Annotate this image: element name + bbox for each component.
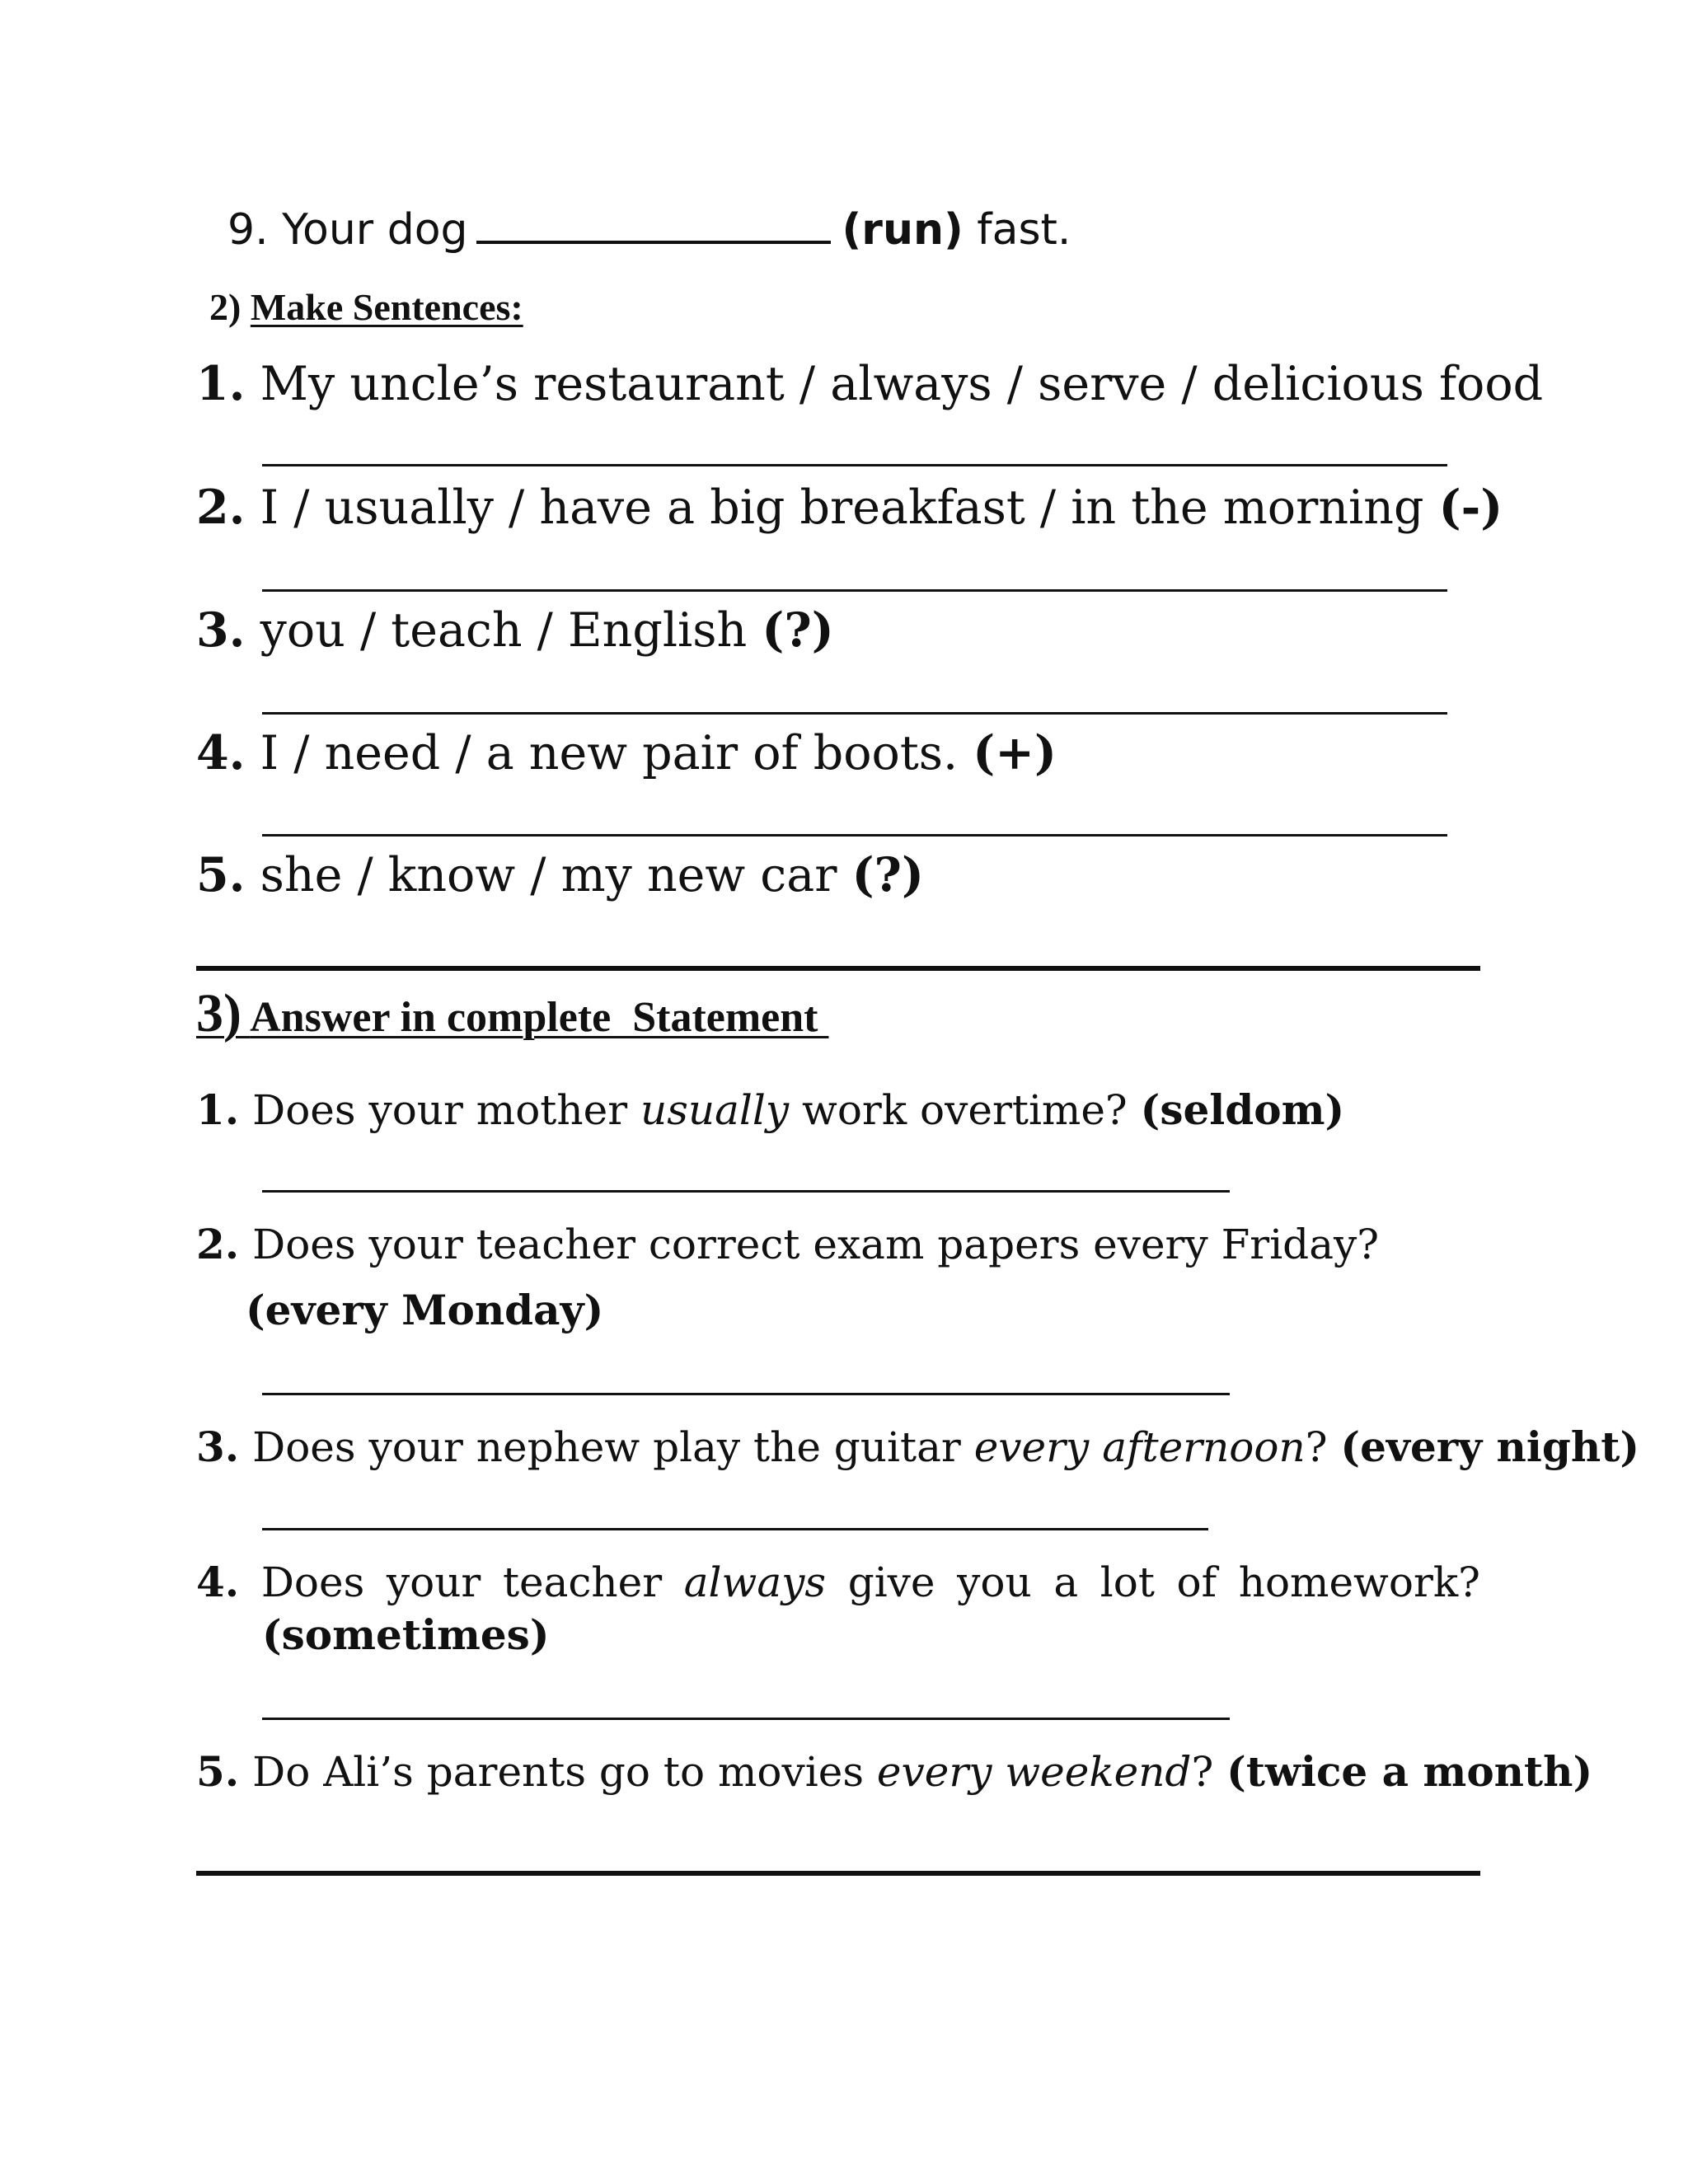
make-sentence-item-3 bbox=[196, 599, 834, 662]
answer-line[interactable] bbox=[262, 1528, 1208, 1530]
section-3-heading bbox=[196, 981, 828, 1061]
item-number: 4. bbox=[196, 1558, 240, 1606]
answer-line[interactable] bbox=[262, 1393, 1230, 1395]
item-number: 9. bbox=[227, 205, 269, 255]
question-text: Does your mother bbox=[252, 1086, 628, 1134]
question-word: give bbox=[847, 1558, 935, 1606]
question-word: homework? bbox=[1238, 1558, 1480, 1606]
answer-line[interactable] bbox=[196, 1871, 1480, 1876]
answer-line[interactable] bbox=[262, 464, 1447, 466]
answer-item-3 bbox=[196, 1419, 1639, 1475]
item-prompt: she / know / my new car bbox=[260, 848, 837, 902]
fill-in-item-9 bbox=[227, 201, 1071, 259]
answer-item-4 bbox=[196, 1554, 1480, 1610]
answer-line[interactable] bbox=[262, 1718, 1230, 1720]
item-number: 4. bbox=[196, 725, 246, 780]
question-word: you bbox=[957, 1558, 1032, 1606]
item-number: 1. bbox=[196, 1085, 240, 1134]
question-word: a bbox=[1053, 1558, 1079, 1606]
item-prompt: I / usually / have a big breakfast / in the morning bbox=[260, 480, 1424, 535]
item-text-after: fast. bbox=[977, 205, 1071, 255]
item-number: 5. bbox=[196, 847, 246, 902]
item-number: 2. bbox=[196, 1220, 240, 1268]
sentence-type-mark: (+) bbox=[973, 725, 1057, 780]
item-number: 3. bbox=[196, 602, 246, 658]
question-adverb: usually bbox=[640, 1086, 790, 1134]
question-text: Does your teacher correct exam papers every Friday? bbox=[252, 1221, 1380, 1268]
make-sentence-item-4 bbox=[196, 722, 1057, 785]
question-word: teacher bbox=[502, 1558, 663, 1606]
make-sentence-item-5 bbox=[196, 844, 924, 907]
question-text: Do Ali’s parents go to movies bbox=[252, 1748, 864, 1796]
item-prompt: you / teach / English bbox=[260, 603, 748, 658]
question-text-end: ? bbox=[1191, 1748, 1214, 1796]
question-word: lot bbox=[1100, 1558, 1155, 1606]
answer-cue: (every night) bbox=[1340, 1422, 1639, 1471]
answer-line[interactable] bbox=[262, 834, 1447, 837]
question-text: Does your nephew play the guitar bbox=[252, 1423, 961, 1471]
item-number: 3. bbox=[196, 1422, 240, 1471]
item-number: 5. bbox=[196, 1747, 240, 1796]
item-prompt: I / need / a new pair of boots. bbox=[260, 726, 959, 780]
sentence-type-mark: (?) bbox=[762, 602, 834, 658]
question-adverb: every afternoon bbox=[973, 1423, 1306, 1471]
answer-item-5 bbox=[196, 1744, 1592, 1800]
answer-blank[interactable] bbox=[476, 232, 831, 244]
section-title: Answer in complete Statement bbox=[250, 994, 818, 1041]
question-text-end: work overtime? bbox=[802, 1086, 1128, 1134]
answer-item-2 bbox=[196, 1216, 1379, 1272]
question-adverb: every weekend bbox=[876, 1748, 1192, 1796]
section-number: 2) bbox=[209, 286, 241, 328]
section-title: Make Sentences: bbox=[250, 286, 523, 328]
answer-line[interactable] bbox=[262, 712, 1447, 715]
question-word: your bbox=[386, 1558, 481, 1606]
answer-line[interactable] bbox=[262, 1190, 1230, 1193]
sentence-type-mark: (-) bbox=[1438, 480, 1503, 535]
question-adverb: always bbox=[683, 1558, 827, 1606]
verb-cue: (run) bbox=[842, 205, 964, 255]
item-text-before: Your dog bbox=[282, 205, 468, 255]
answer-line[interactable] bbox=[262, 589, 1447, 592]
make-sentence-item-2 bbox=[196, 476, 1503, 539]
question-word: Does bbox=[260, 1558, 365, 1606]
question-word: of bbox=[1176, 1558, 1217, 1606]
make-sentence-item-1 bbox=[196, 353, 1543, 415]
question-text-end: ? bbox=[1305, 1423, 1328, 1471]
sentence-type-mark: (?) bbox=[851, 847, 924, 902]
answer-cue: (every Monday) bbox=[246, 1286, 604, 1334]
item-number: 2. bbox=[196, 480, 246, 535]
section-2-heading bbox=[209, 284, 523, 331]
answer-cue: (sometimes) bbox=[262, 1610, 550, 1659]
answer-cue: (twice a month) bbox=[1226, 1747, 1593, 1796]
answer-cue: (seldom) bbox=[1140, 1085, 1345, 1134]
answer-line[interactable] bbox=[196, 966, 1480, 971]
section-number: 3) bbox=[196, 983, 241, 1043]
answer-item-1 bbox=[196, 1082, 1344, 1138]
item-prompt: My uncle’s restaurant / always / serve / delicious food bbox=[260, 357, 1544, 411]
item-number: 1. bbox=[196, 356, 246, 411]
